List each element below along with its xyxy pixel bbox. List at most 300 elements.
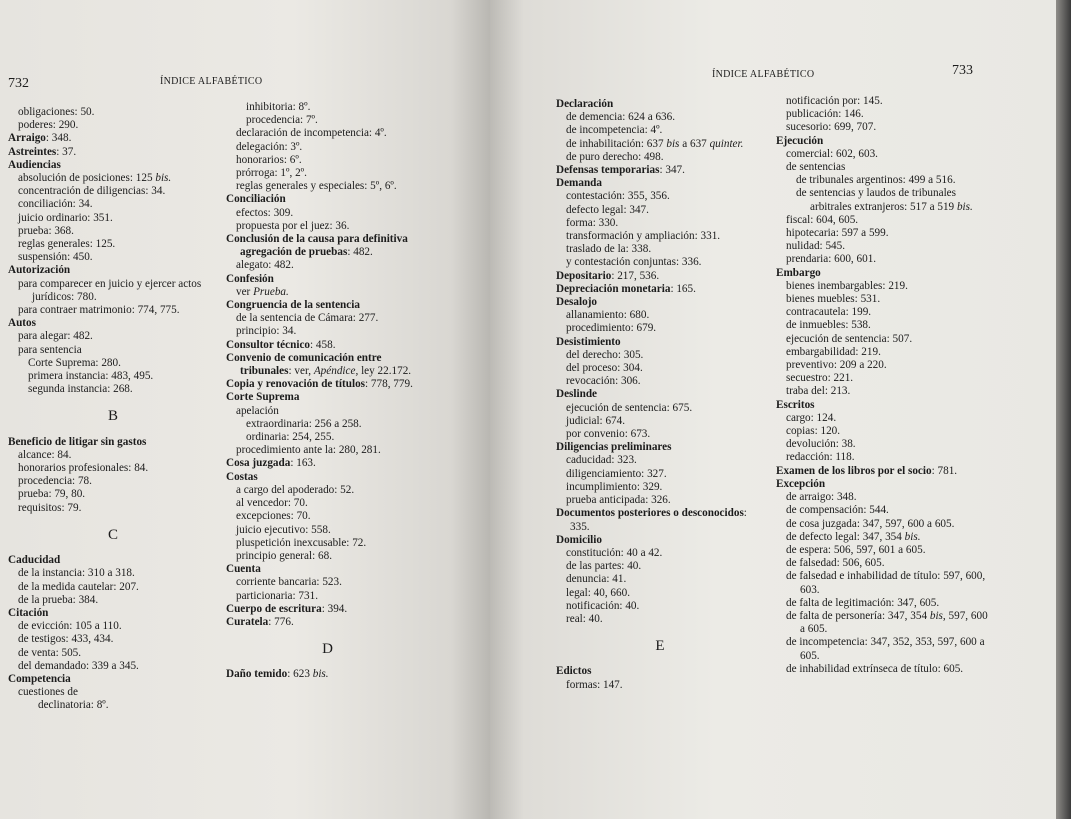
heading-term: Examen de los libros por el socio (776, 464, 932, 477)
index-subentry (776, 491, 988, 504)
subentry-text: Corte Suprema: 280. (28, 356, 121, 369)
index-subentry (226, 207, 429, 220)
index-column (8, 106, 218, 713)
subentry-text: de arraigo: 348. (786, 491, 857, 504)
index-heading (8, 159, 218, 172)
subentry-text: y contestación conjuntas: 336. (566, 256, 702, 269)
index-subentry (8, 330, 218, 343)
heading-term: Domicilio (556, 533, 602, 546)
index-heading (226, 563, 429, 576)
index-heading (776, 478, 988, 491)
index-subentry (226, 114, 429, 127)
index-subentry (776, 108, 988, 121)
heading-term: Edictos (556, 665, 592, 678)
subentry-text: de inhabilitación: 637 (566, 137, 667, 150)
heading-term: Competencia (8, 672, 71, 685)
index-subentry (8, 383, 218, 396)
heading-term: Documentos posteriores o desconocidos (556, 507, 744, 520)
heading-term: Cosa juzgada (226, 457, 291, 470)
index-subentry (8, 686, 218, 699)
subentry-text: prórroga: 1º, 2º. (236, 167, 307, 180)
index-subentry (556, 587, 764, 600)
index-heading (226, 233, 429, 259)
subentry-text: honorarios: 6º. (236, 153, 302, 166)
index-heading (226, 352, 429, 378)
subentry-text: caducidad: 323. (566, 454, 637, 467)
index-subentry (776, 372, 988, 385)
index-subentry (226, 510, 429, 523)
heading-term: Conclusión de la causa para definitiva agregación de pruebas (226, 233, 408, 259)
index-subentry (556, 138, 764, 151)
subentry-text: pluspetición inexcusable: 72. (236, 536, 367, 549)
index-heading (226, 603, 429, 616)
heading-term: Ejecución (776, 134, 824, 147)
index-heading (556, 296, 764, 309)
index-subentry (776, 333, 988, 346)
subentry-text: judicial: 674. (566, 414, 626, 427)
subentry-text: segunda instancia: 268. (28, 383, 133, 396)
index-subentry (776, 319, 988, 332)
subentry-text: comercial: 602, 603. (786, 147, 878, 160)
index-subentry (226, 444, 429, 457)
subentry-text: de las partes: 40. (566, 560, 642, 573)
subentry-text: sucesorio: 699, 707. (786, 121, 877, 134)
subentry-text: delegación: 3º. (236, 140, 303, 153)
index-subentry (226, 127, 429, 140)
subentry-text: de testigos: 433, 434. (18, 633, 114, 646)
heading-term: Depreciación monetaria (556, 282, 671, 295)
italic-text: Apéndice, (313, 365, 359, 378)
italic-text: bis. (904, 530, 921, 543)
index-subentry (776, 504, 988, 517)
heading-term: Beneficio de litigar sin gastos (8, 435, 147, 448)
index-subentry (226, 405, 429, 418)
index-subentry (8, 251, 218, 264)
index-subentry (556, 204, 764, 217)
subentry-text: incumplimiento: 329. (566, 480, 663, 493)
heading-term: Autos (8, 317, 36, 330)
heading-term: Cuerpo de escritura (226, 602, 322, 615)
subentry-text: a cargo del apoderado: 52. (236, 483, 355, 496)
index-subentry (556, 111, 764, 124)
index-subentry (776, 174, 988, 187)
subentry-text: al vencedor: 70. (236, 497, 308, 510)
index-subentry (776, 518, 988, 531)
heading-term: Autorización (8, 264, 71, 277)
heading-term: Costas (226, 470, 258, 483)
index-heading (556, 388, 764, 401)
italic-text: quinter. (709, 137, 744, 150)
heading-term: Embargo (776, 266, 821, 279)
index-heading (226, 193, 429, 206)
page-refs: : 348. (45, 132, 72, 145)
subentry-text: declaración de incompetencia: 4º. (236, 127, 387, 140)
index-subentry (776, 187, 988, 213)
index-subentry (8, 620, 218, 633)
subentry-text: allanamiento: 680. (566, 309, 650, 322)
subentry-text: alcance: 84. (18, 448, 72, 461)
index-subentry (556, 256, 764, 269)
subentry-text: hipotecaria: 597 a 599. (786, 227, 889, 240)
heading-term: Caducidad (8, 554, 61, 567)
index-heading (8, 132, 218, 145)
subentry-text: para comparecer en juicio y ejercer actos jurídicos: 780. (18, 277, 202, 303)
index-subentry (556, 402, 764, 415)
index-subentry (226, 167, 429, 180)
index-subentry (8, 198, 218, 211)
index-subentry (8, 488, 218, 501)
page-refs: : 458. (310, 338, 336, 351)
subentry-text: honorarios profesionales: 84. (18, 462, 149, 475)
index-subentry (226, 550, 429, 563)
subentry-text: de falta de legitimación: 347, 605. (786, 596, 940, 609)
index-heading (556, 336, 764, 349)
index-column (226, 101, 429, 682)
subentry-text: cuestiones de (18, 686, 78, 699)
subentry-text: ejecución de sentencia: 675. (566, 401, 693, 414)
heading-term: Desistimiento (556, 335, 621, 348)
page-refs: : 394. (321, 602, 348, 615)
heading-term: Defensas temporarias (556, 164, 660, 177)
index-subentry (556, 243, 764, 256)
index-subentry (776, 214, 988, 227)
italic-text: Prueba. (253, 285, 289, 298)
index-subentry (8, 699, 218, 712)
subentry-text: primera instancia: 483, 495. (28, 370, 154, 383)
page-number: 732 (8, 76, 29, 91)
subentry-text: extraordinaria: 256 a 258. (246, 417, 362, 430)
index-subentry (226, 220, 429, 233)
heading-term: Desalojo (556, 296, 598, 309)
page-refs: 597, 600 a 605. (800, 609, 988, 636)
index-subentry (776, 121, 988, 134)
subentry-text: de compensación: 544. (786, 504, 889, 517)
index-subentry (556, 362, 764, 375)
index-subentry (776, 359, 988, 372)
subentry-text: para alegar: 482. (18, 330, 93, 343)
left-page (0, 0, 490, 819)
index-subentry (556, 190, 764, 203)
subentry-text: de cosa juzgada: 347, 597, 600 a 605. (786, 517, 955, 530)
index-subentry (776, 597, 988, 610)
subentry-text: constitución: 40 a 42. (566, 546, 663, 559)
index-heading (556, 507, 764, 533)
page-refs: : 347. (659, 164, 685, 177)
index-heading (776, 267, 988, 280)
index-subentry (8, 581, 218, 594)
subentry-text: juicio ordinario: 351. (18, 211, 113, 224)
index-subentry (556, 573, 764, 586)
subentry-text: de falta de personería: 347, 354 (786, 609, 930, 622)
page-refs: : 37. (56, 145, 77, 158)
subentry-text: apelación (236, 404, 279, 417)
subentry-text: de sentencias (786, 161, 846, 174)
subentry-text: bienes inembargables: 219. (786, 279, 908, 292)
index-subentry (776, 544, 988, 557)
heading-term: Confesión (226, 272, 274, 285)
index-subentry (556, 230, 764, 243)
subentry-text: de espera: 506, 597, 601 a 605. (786, 543, 926, 556)
index-subentry (8, 106, 218, 119)
subentry-text: de inhabilidad extrínseca de título: 605. (786, 662, 964, 675)
subentry-text: particionaria: 731. (236, 589, 319, 602)
index-subentry (8, 462, 218, 475)
subentry-text: efectos: 309. (236, 206, 294, 219)
index-subentry (776, 95, 988, 108)
index-subentry (556, 151, 764, 164)
subentry-text: legal: 40, 660. (566, 586, 631, 599)
index-heading (8, 607, 218, 620)
index-subentry (226, 537, 429, 550)
page-refs: : 623 (287, 668, 313, 681)
subentry-text: prendaria: 600, 601. (786, 253, 877, 266)
index-subentry (226, 524, 429, 537)
subentry-text: cargo: 124. (786, 411, 837, 424)
subentry-text: ver (236, 285, 254, 298)
heading-term: Depositario (556, 269, 612, 282)
subentry-text: fiscal: 604, 605. (786, 213, 859, 226)
subentry-text: procedencia: 78. (18, 475, 92, 488)
index-heading (556, 164, 764, 177)
index-subentry (556, 322, 764, 335)
italic-text: bis. (155, 172, 172, 185)
subentry-text: de la instancia: 310 a 318. (18, 567, 135, 580)
index-subentry (776, 240, 988, 253)
index-heading (556, 98, 764, 111)
subentry-text: revocación: 306. (566, 375, 641, 388)
index-subentry (8, 567, 218, 580)
index-heading (226, 273, 429, 286)
index-subentry (226, 325, 429, 338)
index-heading (226, 378, 429, 391)
heading-term: Deslinde (556, 388, 598, 401)
index-subentry (8, 172, 218, 185)
subentry-text: embargabilidad: 219. (786, 345, 881, 358)
subentry-text: preventivo: 209 a 220. (786, 359, 887, 372)
subentry-text: ordinaria: 254, 255. (246, 431, 335, 444)
index-subentry (776, 253, 988, 266)
index-subentry (556, 349, 764, 362)
subentry-text: corriente bancaria: 523. (236, 576, 342, 589)
heading-term: Corte Suprema (226, 391, 300, 404)
index-subentry (776, 425, 988, 438)
index-subentry (226, 286, 429, 299)
index-heading (8, 554, 218, 567)
index-heading (8, 317, 218, 330)
section-letter: E (655, 638, 665, 655)
index-subentry (776, 610, 988, 636)
index-subentry (556, 481, 764, 494)
subentry-text: prueba: 368. (18, 224, 74, 237)
index-subentry (556, 494, 764, 507)
index-subentry (8, 212, 218, 225)
index-subentry (776, 227, 988, 240)
index-subentry (556, 217, 764, 230)
subentry-text: de venta: 505. (18, 646, 82, 659)
index-subentry (556, 124, 764, 137)
italic-text: bis (666, 137, 680, 150)
subentry-text: procedencia: 7º. (246, 114, 318, 127)
index-subentry (776, 570, 988, 596)
subentry-text: de incompetencia: 347, 352, 353, 597, 600 a 605. (786, 636, 985, 662)
subentry-text: reglas generales: 125. (18, 238, 116, 251)
page-refs: : 776. (268, 615, 294, 628)
index-column (556, 98, 764, 692)
subentry-text: propuesta por el juez: 36. (236, 219, 350, 232)
subentry-text: contestación: 355, 356. (566, 190, 670, 203)
index-subentry (556, 309, 764, 322)
heading-term: Excepción (776, 477, 826, 490)
index-subentry (8, 647, 218, 660)
index-subentry (226, 576, 429, 589)
subentry-text: real: 40. (566, 612, 603, 625)
subentry-text: del demandado: 339 a 345. (18, 659, 139, 672)
index-subentry (556, 560, 764, 573)
index-subentry (776, 280, 988, 293)
index-column (776, 95, 988, 676)
subentry-text: de demencia: 624 a 636. (566, 111, 676, 124)
subentry-text: principio general: 68. (236, 549, 332, 562)
heading-term: Demanda (556, 177, 602, 190)
subentry-text: forma: 330. (566, 216, 619, 229)
index-subentry (776, 306, 988, 319)
subentry-text: para sentencia (18, 343, 82, 356)
index-subentry (226, 590, 429, 603)
index-subentry (776, 663, 988, 676)
index-heading (226, 457, 429, 470)
page-refs: a 637 (679, 137, 710, 150)
index-heading (776, 135, 988, 148)
index-subentry (556, 468, 764, 481)
page-refs: : 778, 779. (365, 378, 413, 391)
index-subentry (776, 438, 988, 451)
heading-term: Cuenta (226, 563, 261, 576)
index-subentry (8, 660, 218, 673)
subentry-text: conciliación: 34. (18, 198, 93, 211)
running-head: ÍNDICE ALFABÉTICO (712, 69, 815, 80)
index-subentry (776, 557, 988, 570)
subentry-text: concentración de diligencias: 34. (18, 185, 166, 198)
section-letter: B (107, 408, 118, 425)
page-refs: : 335. (570, 507, 747, 533)
subentry-text: prueba: 79, 80. (18, 488, 86, 501)
page-refs: : 217, 536. (611, 269, 660, 282)
subentry-text: declinatoria: 8º. (38, 699, 109, 712)
index-subentry (8, 633, 218, 646)
subentry-text: de la sentencia de Cámara: 277. (236, 312, 379, 325)
italic-text: bis, (929, 609, 946, 622)
heading-term: Convenio de comunicación entre tribunales (226, 351, 382, 378)
subentry-text: de falsedad e inhabilidad de título: 597, 600, 603. (786, 570, 986, 596)
index-subentry (8, 225, 218, 238)
subentry-text: para contraer matrimonio: 774, 775. (18, 304, 180, 317)
subentry-text: ejecución de sentencia: 507. (786, 332, 913, 345)
index-subentry (556, 600, 764, 613)
index-subentry (226, 484, 429, 497)
subentry-text: de inmuebles: 538. (786, 319, 871, 332)
subentry-text: procedimiento: 679. (566, 322, 657, 335)
index-subentry (8, 594, 218, 607)
subentry-text: requisitos: 79. (18, 501, 82, 514)
subentry-text: de incompetencia: 4º. (566, 124, 663, 137)
subentry-text: formas: 147. (566, 678, 623, 691)
page-refs: : 482. (347, 246, 373, 259)
subentry-text: por convenio: 673. (566, 428, 651, 441)
page-refs: : 165. (670, 282, 696, 295)
subentry-text: suspensión: 450. (18, 251, 93, 264)
subentry-text: diligenciamiento: 327. (566, 467, 667, 480)
section-letter: C (107, 526, 118, 543)
subentry-text: del derecho: 305. (566, 348, 644, 361)
subentry-text: copias: 120. (786, 425, 841, 438)
index-subentry (8, 119, 218, 132)
subentry-text: alegato: 482. (236, 259, 294, 272)
heading-term: Declaración (556, 98, 614, 110)
subentry-text: principio: 34. (236, 325, 297, 338)
index-heading (226, 339, 429, 352)
index-subentry (226, 180, 429, 193)
subentry-text: de tribunales argentinos: 499 a 516. (796, 174, 956, 187)
subentry-text: de sentencias y laudos de tribunales arbitrales extranjeros: 517 a 519 (796, 187, 957, 213)
subentry-text: publicación: 146. (786, 108, 864, 121)
subentry-text: de falsedad: 506, 605. (786, 557, 885, 570)
page-refs: : 781. (931, 464, 958, 477)
subentry-text: obligaciones: 50. (18, 106, 95, 118)
subentry-text: contracautela: 199. (786, 306, 872, 319)
subentry-text: redacción: 118. (786, 451, 855, 464)
index-subentry (776, 636, 988, 662)
subentry-text: nulidad: 545. (786, 240, 846, 253)
page-refs: : 163. (290, 457, 316, 470)
italic-text: bis. (956, 200, 973, 213)
index-subentry (556, 613, 764, 626)
heading-term: Congruencia de la sentencia (226, 299, 360, 312)
subentry-text: bienes muebles: 531. (786, 293, 881, 306)
index-heading (556, 283, 764, 296)
heading-term: Citación (8, 606, 49, 619)
index-subentry (776, 385, 988, 398)
subentry-text: de defecto legal: 347, 354 (786, 530, 905, 543)
subentry-text: poderes: 290. (18, 119, 79, 132)
heading-term: Daño temido (226, 668, 288, 681)
index-subentry (226, 418, 429, 431)
index-subentry (776, 293, 988, 306)
subentry-text: procedimiento ante la: 280, 281. (236, 444, 381, 457)
index-subentry (776, 148, 988, 161)
page-refs: ley 22.172. (358, 365, 412, 378)
index-heading (8, 264, 218, 277)
page-refs: : ver, (288, 365, 314, 378)
index-heading (556, 665, 764, 678)
subentry-text: excepciones: 70. (236, 510, 311, 523)
index-subentry (226, 101, 429, 114)
index-heading (556, 534, 764, 547)
heading-term: Curatela (226, 615, 269, 628)
index-heading (226, 471, 429, 484)
index-subentry (8, 344, 218, 357)
subentry-text: prueba anticipada: 326. (566, 494, 671, 507)
index-subentry (8, 370, 218, 383)
italic-text: bis. (312, 668, 329, 681)
index-subentry (226, 154, 429, 167)
subentry-text: transformación y ampliación: 331. (566, 230, 721, 243)
subentry-text: juicio ejecutivo: 558. (236, 523, 331, 536)
index-subentry (556, 375, 764, 388)
index-subentry (776, 451, 988, 464)
index-subentry (8, 278, 218, 304)
index-heading (226, 616, 429, 629)
heading-term: Audiencias (8, 158, 61, 171)
